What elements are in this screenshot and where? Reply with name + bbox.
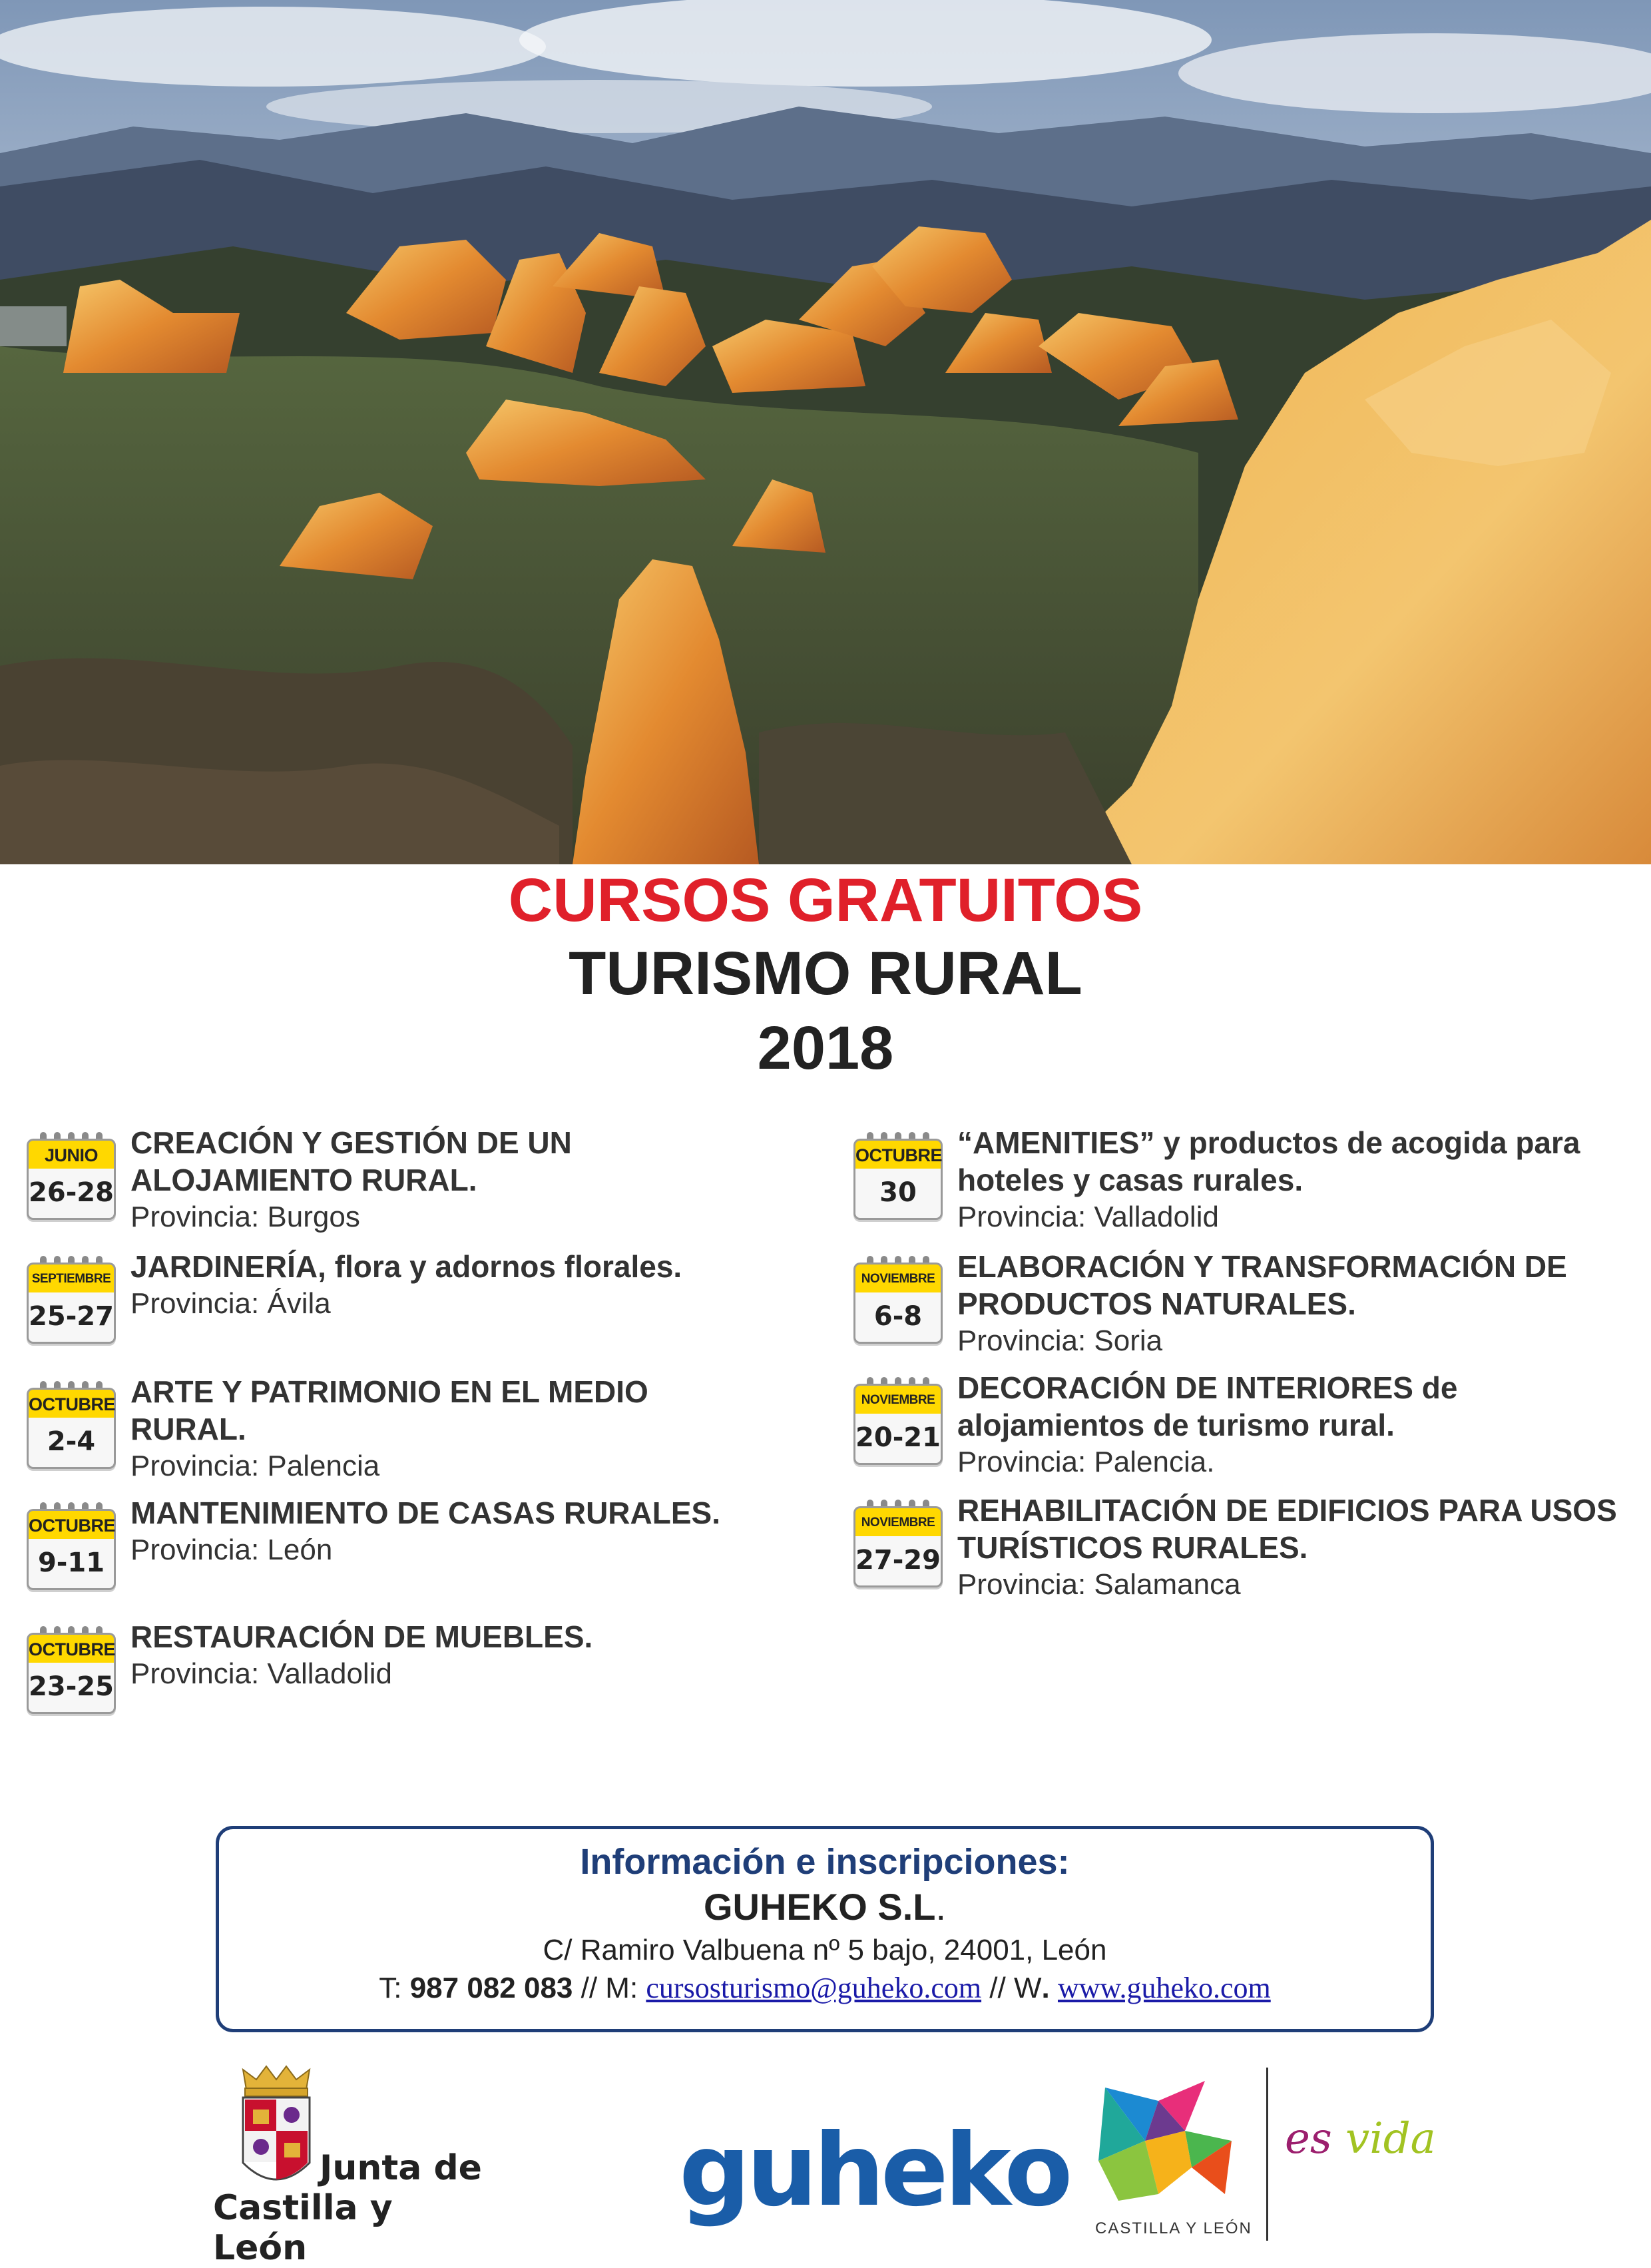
calendar-days: 20-21	[853, 1414, 943, 1465]
separator: // W	[981, 1972, 1042, 2004]
calendar-days: 23-25	[27, 1663, 116, 1714]
course-item	[27, 1494, 826, 1590]
title-cursos-gratuitos: CURSOS GRATUITOS	[508, 866, 1143, 934]
course-province: Provincia: Palencia.	[957, 1446, 1215, 1478]
calendar-icon	[27, 1132, 116, 1220]
course-item	[27, 1373, 826, 1485]
calendar-month: SEPTIEMBRE	[27, 1263, 116, 1292]
guheko-wordmark: guheko	[679, 2113, 1069, 2229]
junta-line-1: Junta de	[320, 2148, 482, 2188]
calendar-month: OCTUBRE	[27, 1509, 116, 1539]
junta-name	[213, 2148, 493, 2268]
star-logo-icon	[1092, 2068, 1238, 2214]
slogan-es: es	[1285, 2114, 1332, 2163]
course-province: Provincia: León	[130, 1534, 333, 1566]
course-province: Provincia: Burgos	[130, 1201, 360, 1233]
calendar-days: 26-28	[27, 1169, 116, 1220]
title-year: 2018	[757, 1014, 894, 1082]
course-province: Provincia: Valladolid	[130, 1657, 392, 1690]
company-name	[219, 1885, 1431, 1928]
junta-castilla-leon-logo	[213, 2063, 493, 2268]
slogan-vida: vida	[1345, 2114, 1436, 2163]
course-title: JARDINERÍA, flora y adornos florales.	[130, 1249, 682, 1284]
calendar-days: 27-29	[853, 1536, 943, 1587]
course-province: Provincia: Ávila	[130, 1287, 331, 1320]
phone-label: T:	[379, 1972, 410, 2004]
calendar-icon	[27, 1381, 116, 1469]
course-item	[853, 1492, 1639, 1603]
course-title: DECORACIÓN DE INTERIORES de alojamientos de turismo rural.	[957, 1370, 1458, 1442]
hero-landscape-image	[0, 0, 1651, 864]
calendar-month: OCTUBRE	[853, 1139, 943, 1169]
calendar-icon	[27, 1626, 116, 1714]
info-box	[216, 1826, 1434, 2032]
course-item	[853, 1124, 1639, 1236]
course-title: ELABORACIÓN Y TRANSFORMACIÓN DE PRODUCTOS NATURALES.	[957, 1249, 1567, 1321]
phone-number[interactable]: 987 082 083	[409, 1972, 573, 2004]
company-name-dot: .	[935, 1886, 947, 1928]
calendar-month: OCTUBRE	[27, 1388, 116, 1418]
title-turismo-rural: TURISMO RURAL	[569, 940, 1082, 1007]
separator: // M:	[573, 1972, 646, 2004]
course-item	[27, 1248, 826, 1344]
contact-line	[219, 1971, 1431, 2005]
calendar-icon	[853, 1377, 943, 1465]
course-item	[853, 1248, 1639, 1360]
calendar-icon	[27, 1502, 116, 1590]
course-title: CREACIÓN Y GESTIÓN DE UN ALOJAMIENTO RURAL.	[130, 1125, 572, 1197]
calendar-icon	[853, 1256, 943, 1344]
course-title: “AMENITIES” y productos de acogida para hoteles y casas rurales.	[957, 1125, 1580, 1197]
castilla-leon-es-vida-logo	[1092, 2068, 1438, 2245]
web-dot: .	[1041, 1972, 1058, 2004]
info-heading: Información e inscripciones:	[580, 1842, 1070, 1882]
course-province: Provincia: Palencia	[130, 1450, 380, 1482]
calendar-days: 2-4	[27, 1418, 116, 1469]
course-item	[853, 1369, 1639, 1481]
course-title: ARTE Y PATRIMONIO EN EL MEDIO RURAL.	[130, 1374, 648, 1446]
landscape-illustration	[0, 0, 1651, 864]
calendar-month: NOVIEMBRE	[853, 1506, 943, 1536]
calendar-icon	[853, 1500, 943, 1587]
course-province: Provincia: Valladolid	[957, 1201, 1219, 1233]
calendar-days: 25-27	[27, 1292, 116, 1344]
logo-divider	[1266, 2068, 1268, 2241]
course-item	[27, 1124, 826, 1236]
company-name-text: GUHEKO S.L	[703, 1886, 936, 1928]
email-link[interactable]: cursosturismo@guheko.com	[646, 1972, 982, 2004]
junta-line-2: Castilla y León	[213, 2188, 393, 2268]
company-address: C/ Ramiro Valbuena nº 5 bajo, 24001, León	[543, 1934, 1107, 1966]
calendar-month: OCTUBRE	[27, 1633, 116, 1663]
guheko-logo	[679, 2113, 1069, 2229]
calendar-month: JUNIO	[27, 1139, 116, 1169]
course-title: MANTENIMIENTO DE CASAS RURALES.	[130, 1496, 720, 1530]
calendar-days: 9-11	[27, 1539, 116, 1590]
calendar-month: NOVIEMBRE	[853, 1263, 943, 1292]
course-title: REHABILITACIÓN DE EDIFICIOS PARA USOS TURÍSTICOS RURALES.	[957, 1493, 1617, 1565]
castilla-leon-caption: CASTILLA Y LEÓN	[1095, 2219, 1252, 2237]
calendar-icon	[853, 1132, 943, 1220]
course-item	[27, 1618, 826, 1714]
es-vida-slogan	[1285, 2114, 1436, 2163]
calendar-month: NOVIEMBRE	[853, 1384, 943, 1414]
calendar-icon	[27, 1256, 116, 1344]
course-title: RESTAURACIÓN DE MUEBLES.	[130, 1619, 593, 1654]
calendar-days: 6-8	[853, 1292, 943, 1344]
course-province: Provincia: Salamanca	[957, 1568, 1241, 1601]
calendar-days: 30	[853, 1169, 943, 1220]
course-province: Provincia: Soria	[957, 1324, 1163, 1357]
web-link[interactable]: www.guheko.com	[1057, 1972, 1271, 2004]
